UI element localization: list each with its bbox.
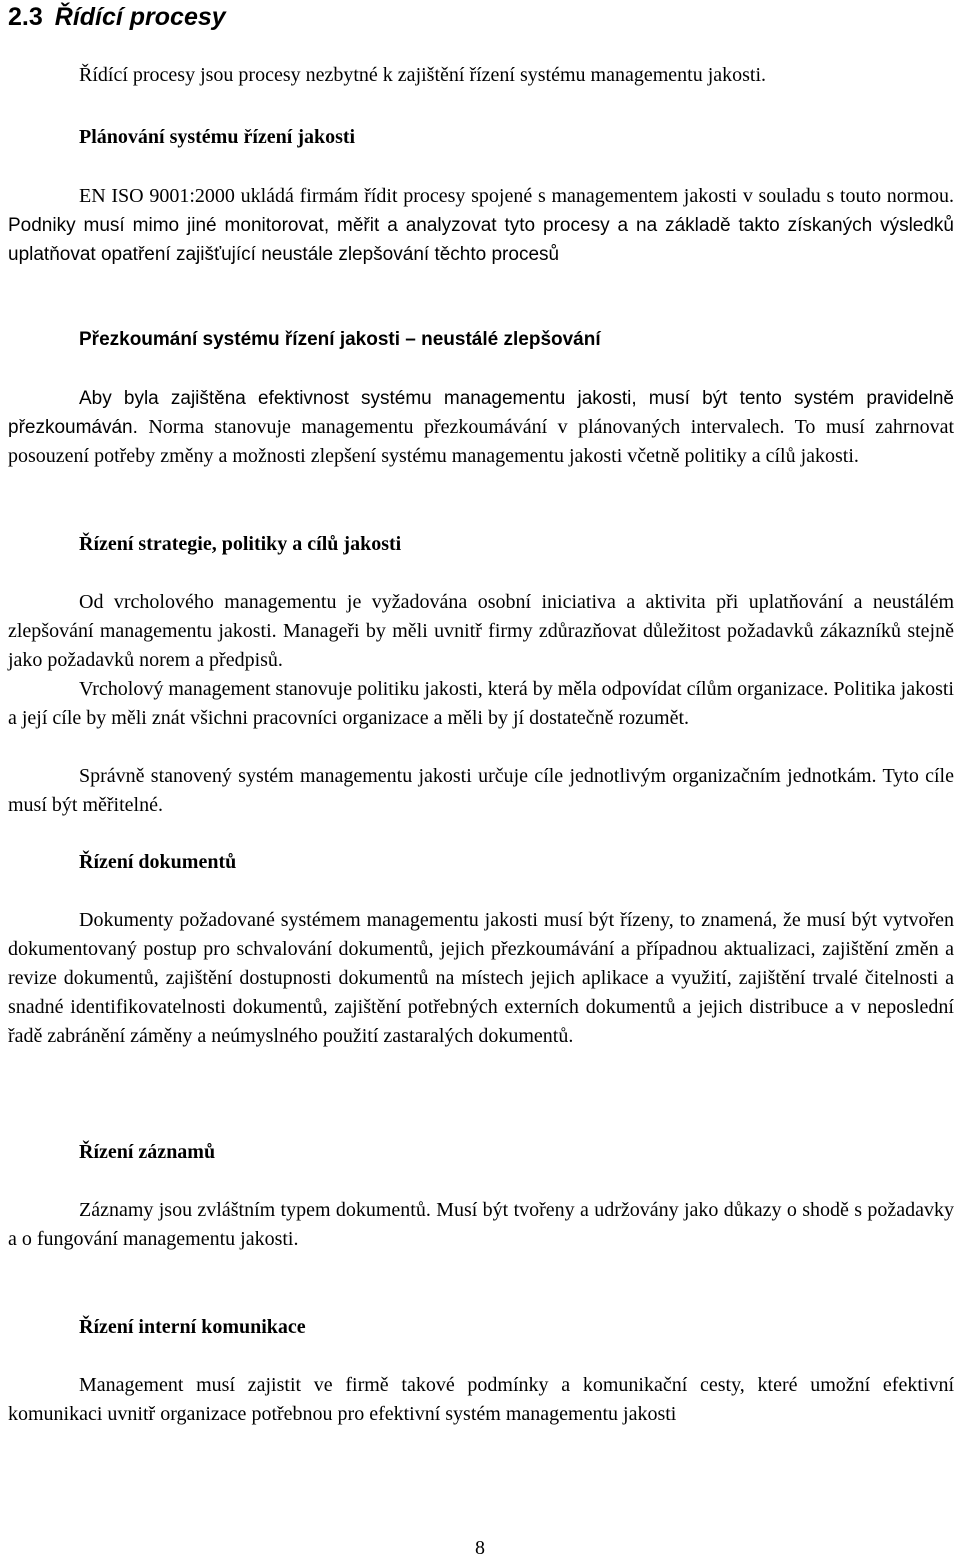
review-heading: Přezkoumání systému řízení jakosti – neustálé zlepšování	[79, 329, 601, 350]
documents-heading: Řízení dokumentů	[79, 851, 237, 873]
records-heading: Řízení záznamů	[79, 1141, 216, 1163]
section-heading	[8, 0, 226, 34]
page-number: 8	[475, 1537, 485, 1559]
records-paragraph: Záznamy jsou zvláštním typem dokumentů. Musí být tvořeny a udržovány jako důkazy o shodě s požadavky a o fungování managementu jakosti.	[8, 1199, 954, 1250]
section-number: 2.3	[8, 3, 43, 31]
communication-heading: Řízení interní komunikace	[79, 1316, 306, 1338]
review-text-a: Aby byla zajištěna efektivnost systému managementu jakosti, musí být tento systém pravidelně přezkoumáván.	[8, 388, 954, 438]
strategy-paragraph-3: Správně stanovený systém managementu jakosti určuje cíle jednotlivým organizačním jednotkám. Tyto cíle musí být měřitelné.	[8, 765, 954, 816]
planning-text-b: Podniky musí mimo jiné monitorovat, měřit a analyzovat tyto procesy a na základě takto získaných výsledků uplatňovat opatření zajišťující neustále zlepšování těchto procesů	[8, 215, 954, 265]
strategy-paragraph-2: Vrcholový management stanovuje politiku jakosti, která by měla odpovídat cílům organizace. Politika jakosti a její cíle by měli znát všichni pracovníci organizace a měli by jí dostatečně rozumět.	[8, 678, 954, 729]
documents-paragraph: Dokumenty požadované systémem managementu jakosti musí být řízeny, to znamená, že musí být vytvořen dokumentovaný postup pro schvalování dokumentů, jejich přezkoumávání a případnou aktualizaci, zajištění změn a revize dokumentů, zajištění dostupnosti dokumentů na místech jejich aplikace a využití, zajištění trvalé čitelnosti a snadné identifikovatelnosti dokumentů, zajištění potřebných externích dokumentů a jejich distribuce a v neposlední řadě zabránění záměny a neúmyslného použití zastaralých dokumentů.	[8, 909, 954, 1047]
strategy-paragraph-1: Od vrcholového managementu je vyžadována osobní iniciativa a aktivita při uplatňování a neustálém zlepšování managementu jakosti. Manageři by měli uvnitř firmy zdůrazňovat důležitost požadavků zákazníků stejně jako požadavků norem a předpisů.	[8, 591, 954, 671]
planning-text-a: EN ISO 9001:2000 ukládá firmám řídit procesy spojené s managementem jakosti v souladu s touto normou.	[79, 185, 954, 207]
section-title: Řídící procesy	[54, 3, 226, 31]
planning-heading: Plánování systému řízení jakosti	[79, 126, 356, 148]
intro-paragraph: Řídící procesy jsou procesy nezbytné k zajištění řízení systému managementu jakosti.	[79, 64, 767, 86]
review-paragraph	[8, 384, 954, 471]
planning-paragraph	[8, 182, 954, 269]
strategy-heading: Řízení strategie, politiky a cílů jakosti	[79, 533, 402, 555]
communication-paragraph: Management musí zajistit ve firmě takové podmínky a komunikační cesty, které umožní efektivní komunikaci uvnitř organizace potřebnou pro efektivní systém managementu jakosti	[8, 1374, 954, 1425]
review-text-b: Norma stanovuje managementu přezkoumávání v plánovaných intervalech. To musí zahrnovat posouzení potřeby změny a možnosti zlepšení systému managementu jakosti včetně politiky a cílů jakosti.	[8, 416, 954, 467]
